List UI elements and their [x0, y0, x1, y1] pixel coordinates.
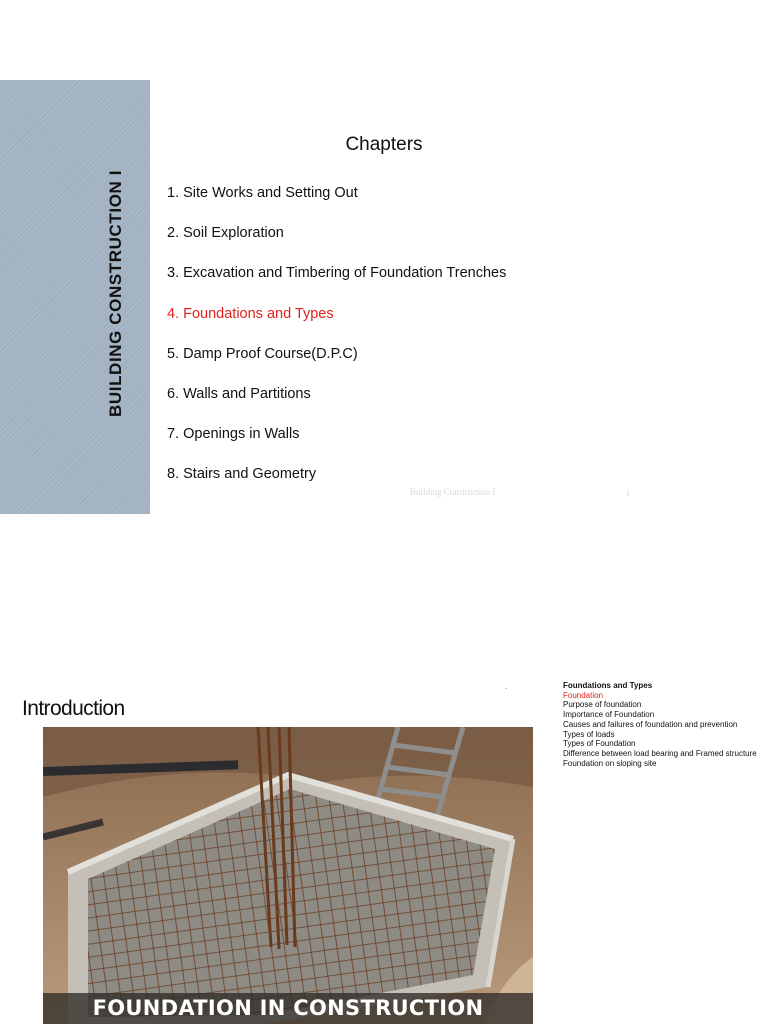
introduction-heading: Introduction — [22, 697, 125, 720]
section-toc — [563, 681, 757, 768]
chapter-item: 5. Damp Proof Course(D.P.C) — [167, 345, 358, 362]
chapters-heading: Chapters — [345, 134, 423, 155]
toc-item: Types of loads — [563, 729, 615, 739]
slide-page-number: 1 — [626, 489, 630, 498]
toc-item: Foundation on sloping site — [563, 758, 657, 768]
chapter-list — [167, 184, 506, 506]
slide-footer: Building Construction I — [410, 487, 496, 497]
toc-item: Purpose of foundation — [563, 700, 642, 710]
chapter-item-active: 4. Foundations and Types — [167, 305, 334, 322]
stray-dot: . — [505, 682, 508, 691]
chapter-item: 7. Openings in Walls — [167, 426, 300, 443]
chapter-item: 1. Site Works and Setting Out — [167, 185, 358, 201]
chapters-slide — [0, 80, 768, 514]
toc-item-active: Foundation — [563, 690, 604, 700]
foundation-photo — [43, 727, 533, 1024]
toc-item: Importance of Foundation — [563, 710, 655, 720]
foundation-illustration — [43, 727, 533, 1024]
photo-caption: FOUNDATION IN CONSTRUCTION — [43, 993, 533, 1024]
side-title: BUILDING CONSTRUCTION I — [106, 169, 125, 417]
chapter-item: 6. Walls and Partitions — [167, 385, 311, 402]
chapter-item: 3. Excavation and Timbering of Foundation Trenches — [167, 265, 507, 282]
toc-item: Difference between load bearing and Framed structure — [563, 748, 757, 758]
side-band — [0, 80, 150, 514]
toc-item: Causes and failures of foundation and prevention — [563, 719, 738, 729]
toc-heading: Foundations and Types — [563, 681, 653, 690]
chapter-item: 2. Soil Exploration — [167, 225, 284, 242]
chapter-item: 8. Stairs and Geometry — [167, 466, 317, 483]
toc-item: Types of Foundation — [563, 739, 636, 749]
